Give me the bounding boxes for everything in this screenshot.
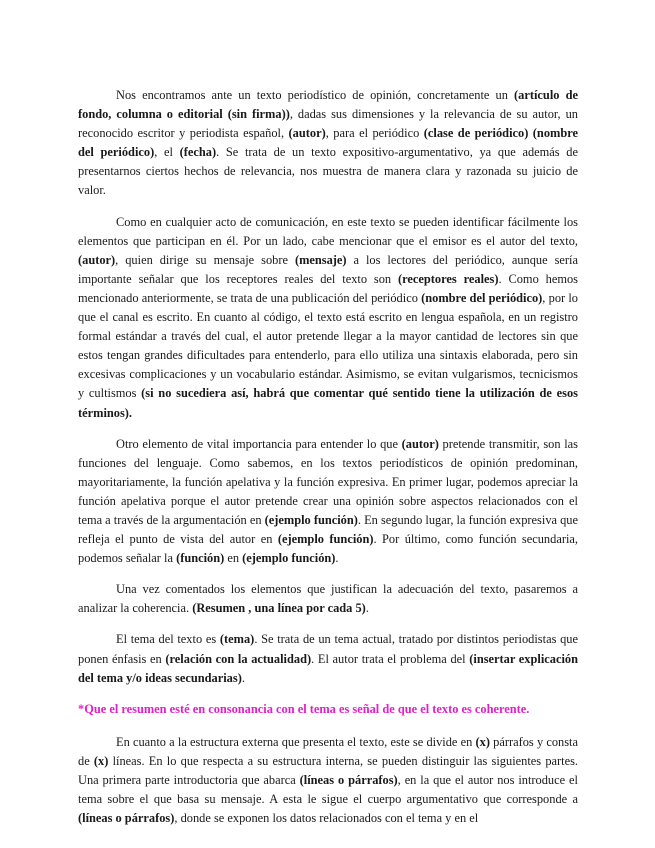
body-text: . Por último, como función secundaria, podemos señalar la [78, 532, 578, 566]
placeholder-text: (relación con la actualidad) [165, 651, 312, 666]
placeholder-text: (autor) [78, 252, 116, 267]
body-text: , dadas sus dimensiones y la relevancia de su autor, un reconocido escritor y periodista español, [78, 107, 578, 141]
body-text: a los lectores del periódico, aunque sería importante señalar que los receptores reales del texto son [78, 252, 578, 286]
body-text: pretende transmitir, son las funciones del lenguaje. Como sabemos, en los textos periodísticos de opinión predominan, mayoritariamente, la función apelativa y la función expresiva. En primer lugar, podemos apreciar la función apelativa porque el autor pretende crear una opinión sobre aspectos relacionados con el tema a través de la argumentación en [78, 436, 578, 527]
placeholder-text: (receptores reales) [398, 271, 499, 286]
placeholder-text: (clase de periódico) (nombre del periódico) [78, 126, 579, 160]
body-text: , para el periódico [325, 126, 424, 141]
body-text: , donde se exponen los datos relacionados con el tema y en el [174, 811, 479, 826]
body-text: , el [154, 145, 180, 160]
body-text: líneas. En lo que respecta a su estructura interna, se pueden distinguir las siguientes partes. Una primera parte introductoria que abarca [78, 753, 579, 787]
paragraph-theme [78, 630, 578, 687]
paragraph-structure [78, 733, 578, 828]
body-text: en [224, 551, 243, 566]
body-text: En cuanto a la estructura externa que presenta el texto, este se divide en [116, 734, 476, 749]
placeholder-text: (mensaje) [294, 252, 347, 267]
paragraph-communication [78, 213, 578, 423]
placeholder-text: (ejemplo función) [242, 551, 336, 566]
placeholder-text: (artículo de fondo, columna o editorial (sin firma)) [78, 88, 578, 122]
highlight-note: *Que el resumen esté en consonancia con el tema es señal de que el texto es coherente. [78, 701, 530, 716]
placeholder-text: (autor) [401, 436, 439, 451]
body-text: . [365, 601, 369, 616]
paragraph-functions [78, 435, 578, 569]
paragraph-coherence [78, 580, 578, 618]
body-text: . [335, 551, 339, 566]
placeholder-text: (líneas o párrafos) [78, 811, 175, 826]
body-text: , quien dirige su mensaje sobre [115, 252, 295, 267]
placeholder-text: (x) [475, 734, 490, 749]
body-text: . [241, 670, 245, 685]
placeholder-text: (Resumen , una línea por cada 5) [192, 601, 366, 616]
body-text: , en la que el autor nos introduce el tema sobre el que basa su mensaje. A esta le sigue el cuerpo argumentativo que corresponde a [78, 773, 578, 807]
body-text: , por lo que el canal es escrito. En cuanto al código, el texto está escrito en lengua española, en un registro formal estándar a través del cual, el autor pretende llegar a la mayor cantidad de lectores sin que estos tengan grandes dificultades para entenderlo, para ello utiliza una sintaxis elaborada, pero sin excesivas complicaciones y un vocabulario estándar. Asimismo, se evitan vulgarismos, tecnicismos y cultismos [78, 290, 578, 401]
body-text: Otro elemento de vital importancia para entender lo que [116, 436, 402, 451]
body-text: . Se trata de un texto expositivo-argumentativo, ya que además de presentarnos ciertos hechos de relevancia, nos muestra de manera clara y razonada su juicio de valor. [78, 145, 578, 198]
body-text: Nos encontramos ante un texto periodístico de opinión, concretamente un [116, 88, 515, 102]
placeholder-text: (ejemplo función) [264, 512, 358, 527]
body-text: Como en cualquier acto de comunicación, en este texto se pueden identificar fácilmente los elementos que participan en él. Por un lado, cabe mencionar que el emisor es el autor del texto, [78, 214, 578, 248]
paragraph-intro [78, 86, 578, 201]
document-page [78, 86, 578, 840]
placeholder-text: (tema) [219, 632, 255, 647]
placeholder-text: (función) [176, 551, 225, 566]
placeholder-text: (nombre del periódico) [421, 290, 543, 305]
placeholder-text: (insertar explicación del tema y/o ideas secundarias) [78, 651, 578, 685]
placeholder-text: (x) [93, 753, 109, 768]
placeholder-text: (ejemplo función) [277, 532, 374, 547]
placeholder-text: (si no sucediera así, habrá que comentar qué sentido tiene la utilización de esos términos). [78, 386, 579, 420]
placeholder-text: (fecha) [179, 145, 217, 160]
body-text: El tema del texto es [116, 632, 220, 647]
body-text: . En segundo lugar, la función expresiva que refleja el punto de vista del autor en [78, 512, 579, 547]
placeholder-text: (autor) [288, 126, 326, 141]
body-text: . El autor trata el problema del [311, 651, 470, 666]
body-text: . Como hemos mencionado anteriormente, se trata de una publicación del periódico [78, 271, 578, 305]
body-text: . Se trata de un tema actual, tratado por distintos periodistas que ponen énfasis en [78, 632, 578, 666]
placeholder-text: (líneas o párrafos) [299, 773, 398, 787]
body-text: párrafos y consta de [78, 734, 578, 768]
body-text: Una vez comentados los elementos que justifican la adecuación del texto, pasaremos a analizar la coherencia. [78, 582, 578, 616]
